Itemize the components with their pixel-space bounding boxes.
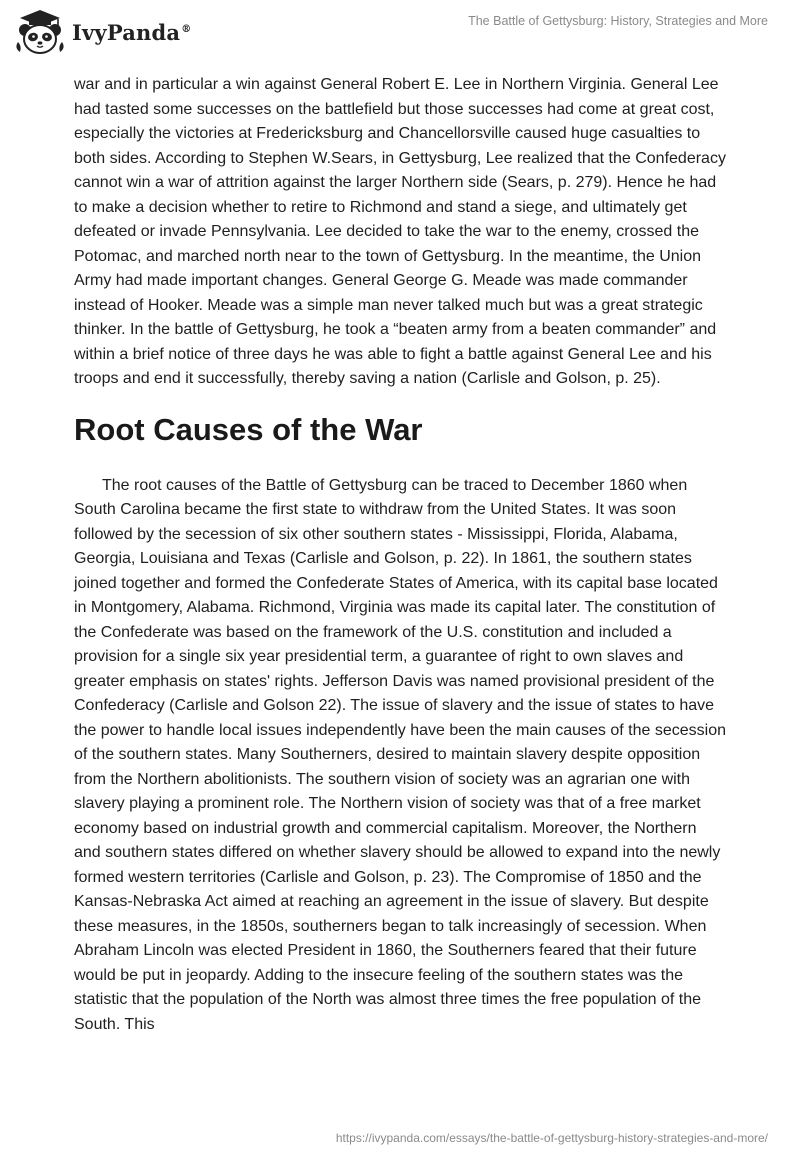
paragraph-continuation: war and in particular a win against General Robert E. Lee in Northern Virginia. General Lee had tasted some successes on the battlefield but those successes had come at great cost, especially the victories at Fredericksburg and Chancellorsville caused huge casualties to both sides. According to Stephen W.Sears, in Gettysburg, Lee realized that the Confederacy cannot win a war of attrition against the larger Northern side (Sears, p. 279). Hence he had to make a decision whether to retire to Richmond and stand a siege, and ultimately get defeated or invade Pennsylvania. Lee decided to take the war to the enemy, crossed the Potomac, and marched north near to the town of Gettysburg. In the meantime, the Union Army had made important changes. General George G. Meade was made commander instead of Hooker. Meade was a simple man never talked much but was a great strategic thinker. In the battle of Gettysburg, he took a “beaten army from a beaten commander” and within a brief notice of three days he was able to fight a battle against General Lee and his troops and end it successfully, thereby saving a nation (Carlisle and Golson, p. 25). xyxy=(74,76,726,387)
document-title: The Battle of Gettysburg: History, Strategies and More xyxy=(468,14,768,28)
section-heading: Root Causes of the War xyxy=(74,411,423,447)
paragraph-root-causes: The root causes of the Battle of Gettysburg can be traced to December 1860 when South Carolina became the first state to withdraw from the United States. It was soon followed by the secession of six other southern states - Mississippi, Florida, Alabama, Georgia, Louisiana and Texas (Carlisle and Golson, p. 22). In 1861, the southern states joined together and formed the Confederate States of America, with its capital base located in Montgomery, Alabama. Richmond, Virginia was made its capital later. The constitution of the Confederate was based on the framework of the U.S. constitution and included a provision for a single six year presidential term, a guarantee of right to own slaves and greater emphasis on states' rights. Jefferson Davis was named provisional president of the Confederacy (Carlisle and Golson 22). The issue of slavery and the issue of states to have the power to handle local issues independently have been the main causes of the secession of the southern states. Many Southerners, desired to maintain slavery despite opposition from the Northern abolitionists. The southern vision of society was an agrarian one with slavery playing a prominent role. The Northern vision of society was that of a free market economy based on industrial growth and commercial capitalism. Moreover, the Northern and southern states differed on whether slavery should be allowed to expand into the newly formed western territories (Carlisle and Golson, p. 23). The Compromise of 1850 and the Kansas-Nebraska Act aimed at reaching an agreement in the issue of slavery. But despite these measures, in the 1850s, southerners began to talk increasingly of secession. When Abraham Lincoln was elected President in 1860, the Southerners feared that their future would be put in jeopardy. Adding to the insecure feeling of the southern states was the statistic that the population of the North was almost three times the free population of the South. This xyxy=(74,476,726,1033)
brand-name: IvyPanda® xyxy=(72,19,192,45)
source-url[interactable]: https://ivypanda.com/essays/the-battle-of-gettysburg-history-strategies-and-more/ xyxy=(335,1131,768,1145)
panda-graduate-icon xyxy=(14,8,66,56)
page-header xyxy=(0,0,800,60)
ivypanda-logo[interactable] xyxy=(14,8,191,56)
essay-content xyxy=(74,73,726,1037)
